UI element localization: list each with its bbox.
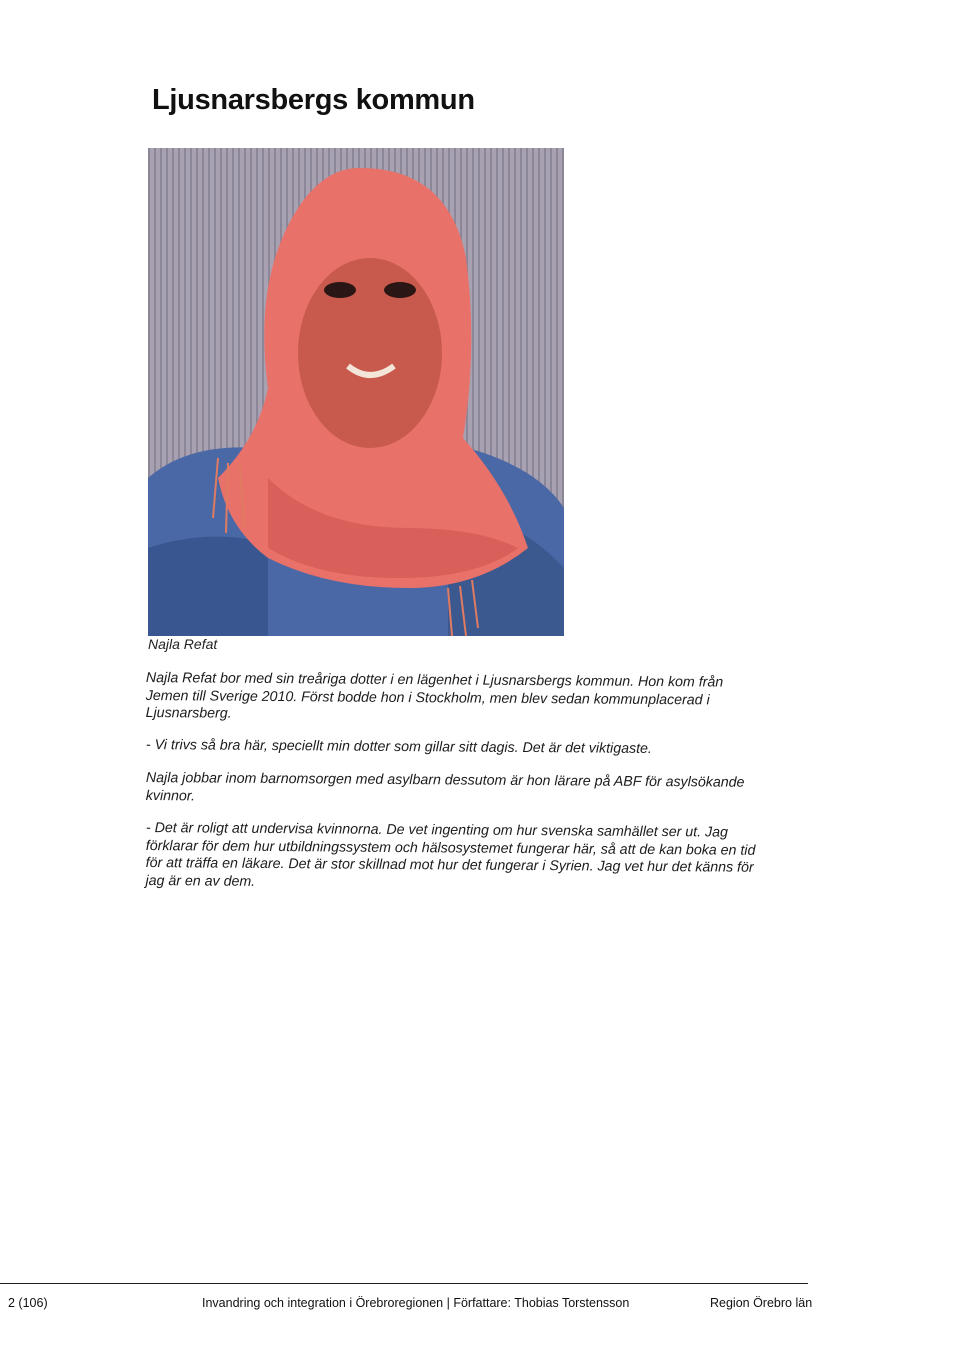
footer-rule	[0, 1283, 808, 1284]
article-paragraph: - Det är roligt att undervisa kvinnorna. De vet ingenting om hur svenska samhället ser ut. Jag förklarar för dem hur utbildningssystem och hälsosystemet fungerar här, så att de kan boka en tid för att träffa en läkare. Det är stor skillnad mot hur det fungerar i Syrien. Jag vet hur det känns för jag är en av dem.	[145, 820, 756, 890]
photo-caption: Najla Refat	[148, 636, 218, 652]
face	[298, 258, 442, 448]
footer-organization: Region Örebro län	[710, 1296, 813, 1310]
footer-page-number: 2 (106)	[8, 1296, 48, 1310]
article-paragraph: - Vi trivs så bra här, speciellt min dotter som gillar sitt dagis. Det är det viktigaste.	[145, 737, 652, 757]
portrait-photo	[148, 148, 564, 636]
page-title: Ljusnarsbergs kommun	[152, 84, 475, 116]
article-paragraph: Najla Refat bor med sin treåriga dotter i en lägenhet i Ljusnarsbergs kommun. Hon kom från Jemen till Sverige 2010. Först bodde hon i Stockholm, men blev sedan kommunplacerad i Ljusnarsberg.	[145, 670, 724, 722]
article-paragraph: Najla jobbar inom barnomsorgen med asylbarn dessutom är hon lärare på ABF för asylsökande kvinnor.	[145, 770, 745, 804]
footer-publication: Invandring och integration i Örebroregionen | Författare: Thobias Torstensson	[202, 1296, 630, 1310]
